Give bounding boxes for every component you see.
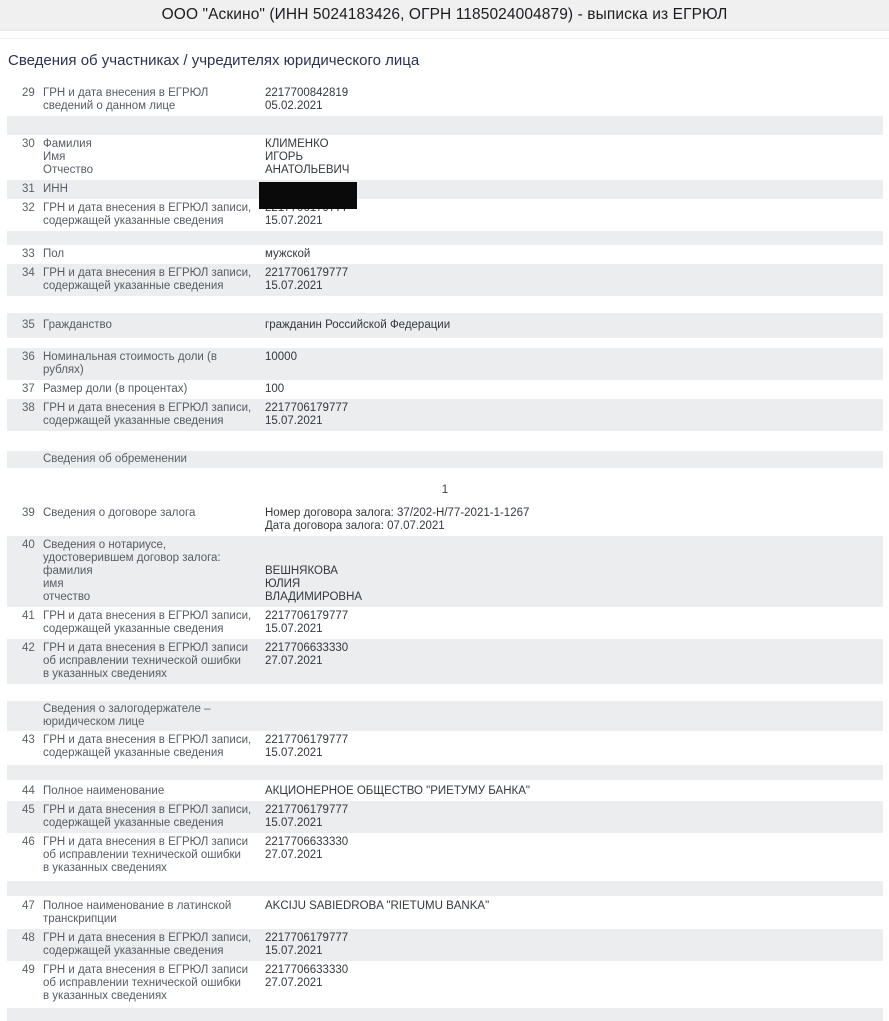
page-number: 1 (441, 484, 449, 496)
row-label: Гражданство (43, 319, 112, 331)
row-label: Сведения о договоре залога (43, 507, 196, 519)
row-value: 2217700842819 05.02.2021 (265, 87, 349, 112)
table-row (7, 929, 883, 961)
row-number: 44 (22, 785, 35, 797)
separator-band (7, 1008, 883, 1021)
spacer (7, 431, 883, 451)
row-label: Фамилия Имя Отчество (43, 138, 93, 176)
row-label: ИНН (43, 183, 68, 195)
row-label: ГРН и дата внесения в ЕГРЮЛ записи об исправлении технической ошибки в указанных сведениях (43, 642, 249, 680)
window-title-bar (0, 0, 889, 31)
row-value: 2217706179777 15.07.2021 (265, 267, 349, 292)
row-label: ГРН и дата внесения в ЕГРЮЛ записи, содержащей указанные сведения (43, 932, 252, 957)
row-number: 38 (22, 402, 35, 414)
row-number (7, 703, 43, 729)
separator-band (7, 231, 883, 245)
row-number: 48 (22, 932, 35, 944)
row-number: 39 (22, 507, 35, 519)
row-value: AKCIJU SABIEDROBA "RIETUMU BANKA" (265, 900, 490, 912)
table-row (7, 731, 883, 763)
spacer (7, 468, 883, 481)
row-label: Полное наименование (43, 785, 165, 797)
row-value: КЛИМЕНКО ИГОРЬ АНАТОЛЬЕВИЧ (265, 138, 350, 176)
row-label: ГРН и дата внесения в ЕГРЮЛ записи, содержащей указанные сведения (43, 734, 252, 759)
row-label: ГРН и дата внесения в ЕГРЮЛ записи, содержащей указанные сведения (43, 804, 252, 829)
row-number: 32 (22, 202, 35, 214)
row-value (265, 183, 883, 196)
row-label: Сведения о нотариусе, удостоверившем договор залога: фамилия имя отчество (43, 539, 221, 603)
table-row (7, 536, 883, 607)
table-row (7, 897, 883, 929)
row-number: 35 (22, 319, 35, 331)
spacer (7, 338, 883, 348)
row-number: 29 (22, 87, 35, 99)
row-value: 10000 (265, 351, 297, 363)
row-number: 36 (22, 351, 35, 363)
row-label: ГРН и дата внесения в ЕГРЮЛ сведений о данном лице (43, 87, 209, 112)
row-label: ГРН и дата внесения в ЕГРЮЛ записи, содержащей указанные сведения (43, 402, 252, 427)
row-number: 41 (22, 610, 35, 622)
separator-band (7, 116, 883, 135)
row-number: 34 (22, 267, 35, 279)
table-row (7, 607, 883, 639)
separator-band (7, 765, 883, 780)
row-number: 46 (22, 836, 35, 848)
row-value: 2217706633330 27.07.2021 (265, 836, 349, 861)
section-title: Сведения об участниках / учредителях юридического лица (8, 52, 420, 69)
row-label: Номинальная стоимость доли (в рублях) (43, 351, 217, 376)
band-label: Сведения о залогодержателе – юридическом лице (43, 703, 211, 728)
row-label: ГРН и дата внесения в ЕГРЮЛ записи об исправлении технической ошибки в указанных сведениях (43, 836, 249, 874)
row-number: 49 (22, 964, 35, 976)
page-title: ООО "Аскино" (ИНН 5024183426, ОГРН 1185024004879) - выписка из ЕГРЮЛ (161, 6, 728, 23)
document-body (0, 38, 889, 1021)
spacer (7, 684, 883, 701)
table-row (7, 961, 883, 1006)
table-row (7, 801, 883, 833)
section-band (7, 701, 883, 731)
row-number: 42 (22, 642, 35, 654)
row-value: АКЦИОНЕРНОЕ ОБЩЕСТВО "РИЕТУМУ БАНКА" (265, 785, 530, 797)
row-label: Пол (43, 248, 65, 260)
row-value: 2217706179777 15.07.2021 (265, 402, 349, 427)
row-value: 2217706179777 15.07.2021 (265, 804, 349, 829)
band-label: Сведения об обременении (43, 453, 187, 465)
row-number: 30 (22, 138, 35, 150)
row-label: Полное наименование в латинской транскрипции (43, 900, 232, 925)
row-number: 37 (22, 383, 35, 395)
row-value: мужской (265, 248, 311, 260)
row-value: Номер договора залога: 37/202-Н/77-2021-1-1267 Дата договора залога: 07.07.2021 (265, 507, 530, 532)
table-row (7, 199, 883, 231)
row-number: 33 (22, 248, 35, 260)
row-label: ГРН и дата внесения в ЕГРЮЛ записи, содержащей указанные сведения (43, 202, 252, 227)
row-value: ВЕШНЯКОВА ЮЛИЯ ВЛАДИМИРОВНА (265, 565, 363, 603)
table-row (7, 639, 883, 684)
row-value: гражданин Российской Федерации (265, 319, 451, 331)
row-value: 15.07.2021 (265, 215, 323, 227)
row-value: 2217706179777 15.07.2021 (265, 932, 349, 957)
row-value: 2217706179777 15.07.2021 (265, 734, 349, 759)
row-label: ГРН и дата внесения в ЕГРЮЛ записи, содержащей указанные сведения (43, 267, 252, 292)
table-row (7, 135, 883, 180)
table-row (7, 180, 883, 199)
redaction-box (259, 182, 357, 209)
separator-band (7, 881, 883, 896)
row-number: 47 (22, 900, 35, 912)
table-row (7, 380, 883, 399)
egrul-table (7, 84, 883, 1021)
row-value: 2217706179777 15.07.2021 (265, 610, 349, 635)
row-number: 43 (22, 734, 35, 746)
row-label: Размер доли (в процентах) (43, 383, 188, 395)
table-row (7, 504, 883, 536)
table-row (7, 84, 883, 116)
table-row (7, 245, 883, 264)
row-number (7, 453, 43, 466)
table-row (7, 313, 883, 338)
table-row (7, 399, 883, 431)
section-band (7, 451, 883, 468)
row-label: ГРН и дата внесения в ЕГРЮЛ записи об исправлении технической ошибки в указанных сведениях (43, 964, 249, 1002)
row-number: 45 (22, 804, 35, 816)
table-row (7, 264, 883, 296)
row-label: ГРН и дата внесения в ЕГРЮЛ записи, содержащей указанные сведения (43, 610, 252, 635)
spacer (7, 296, 883, 313)
row-number: 40 (22, 539, 35, 551)
row-value: 100 (265, 383, 285, 395)
row-number: 31 (22, 183, 35, 195)
table-row (7, 782, 883, 801)
row-value: 2217706633330 27.07.2021 (265, 964, 349, 989)
table-row (7, 833, 883, 878)
table-row (7, 348, 883, 380)
row-value: 2217706633330 27.07.2021 (265, 642, 349, 667)
